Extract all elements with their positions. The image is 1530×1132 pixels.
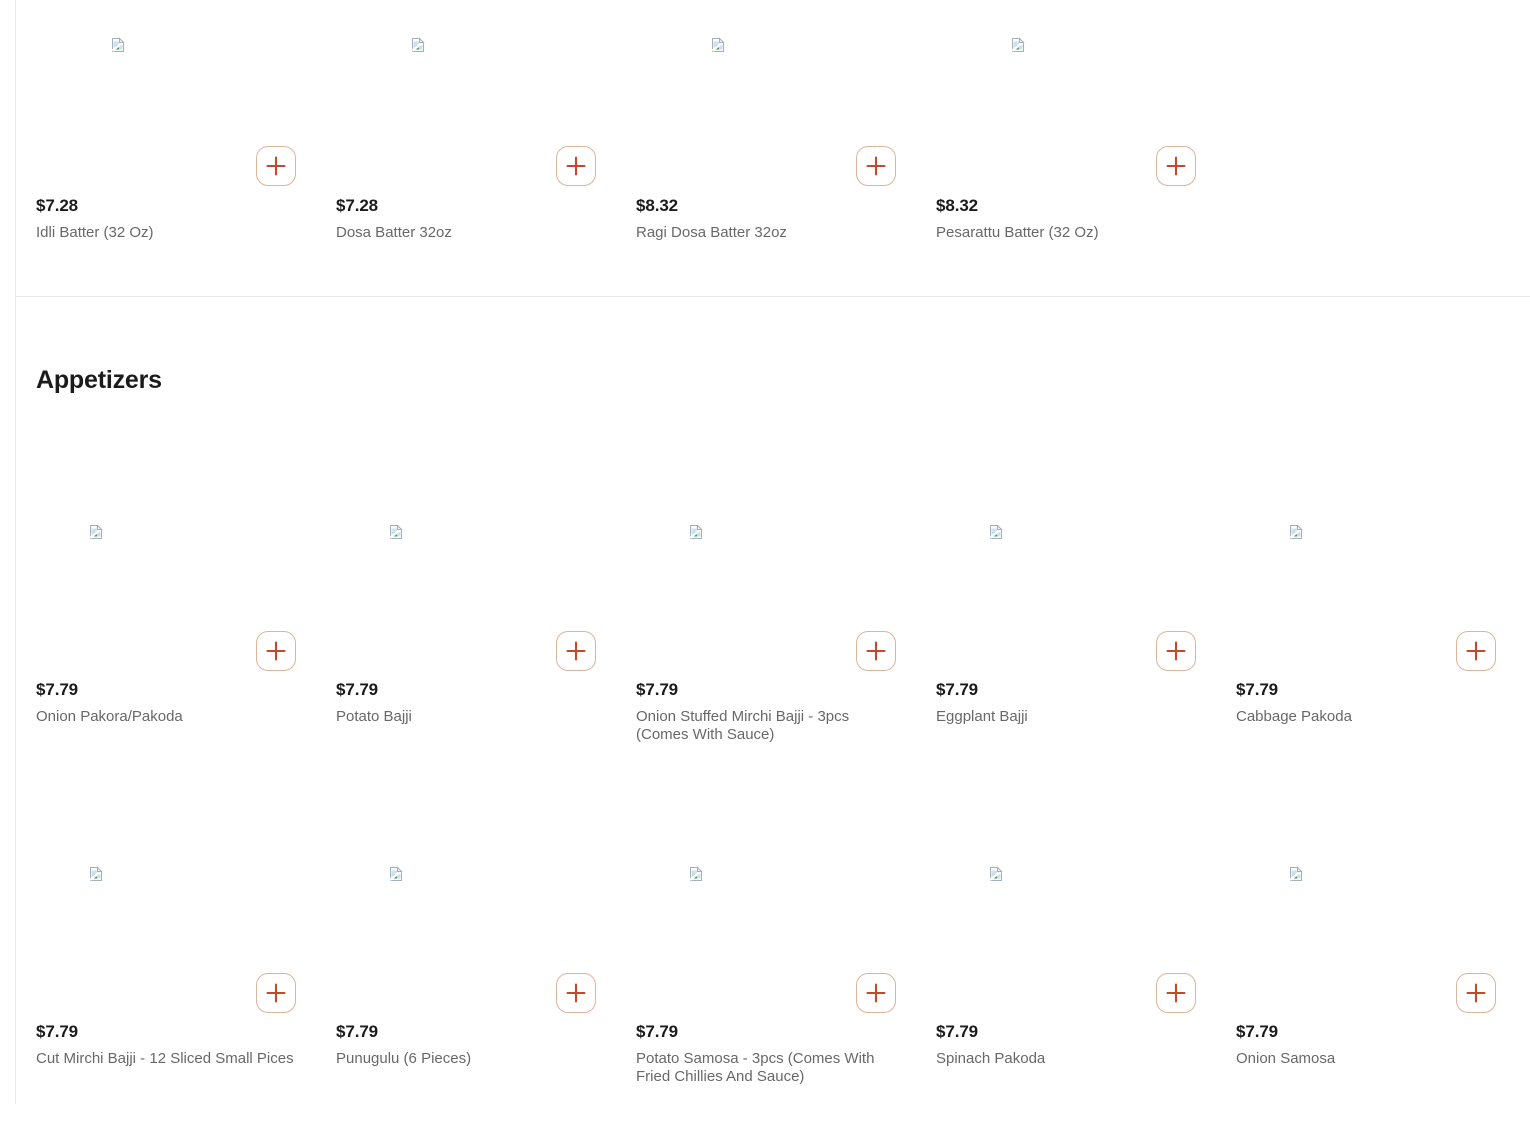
menu-item-card[interactable] (336, 790, 596, 1132)
plus-icon (566, 641, 586, 661)
item-price: $7.79 (36, 1022, 78, 1042)
broken-image-icon (1010, 37, 1026, 53)
broken-image-icon (1288, 524, 1304, 540)
add-to-cart-button[interactable] (1456, 973, 1496, 1013)
item-name: Potato Bajji (336, 708, 596, 726)
item-price: $7.79 (1236, 1022, 1278, 1042)
item-grid (36, 448, 1530, 1132)
item-price: $7.79 (1236, 680, 1278, 700)
menu-section-appetizers (36, 297, 1530, 1132)
plus-icon (866, 156, 886, 176)
item-name: Ragi Dosa Batter 32oz (636, 224, 896, 242)
item-name: Cabbage Pakoda (1236, 708, 1496, 726)
menu-item-card[interactable] (636, 790, 896, 1132)
broken-image-icon (688, 866, 704, 882)
item-price: $7.79 (636, 1022, 678, 1042)
menu-section-batters (36, 0, 1530, 297)
broken-image-icon (988, 866, 1004, 882)
add-to-cart-button[interactable] (1156, 631, 1196, 671)
broken-image-icon (710, 37, 726, 53)
plus-icon (1166, 156, 1186, 176)
broken-image-icon (88, 866, 104, 882)
menu-item-card[interactable] (1236, 448, 1496, 790)
broken-image-icon (388, 866, 404, 882)
plus-icon (866, 641, 886, 661)
broken-image-icon (410, 37, 426, 53)
item-price: $7.79 (336, 1022, 378, 1042)
add-to-cart-button[interactable] (856, 146, 896, 186)
broken-image-icon (1288, 866, 1304, 882)
item-price: $7.79 (936, 1022, 978, 1042)
item-name: Eggplant Bajji (936, 708, 1196, 726)
item-grid (36, 0, 1530, 296)
broken-image-icon (688, 524, 704, 540)
menu-item-card[interactable] (336, 448, 596, 790)
section-title: Appetizers (36, 366, 1530, 395)
item-price: $7.79 (36, 680, 78, 700)
menu-item-card[interactable] (1236, 790, 1496, 1132)
add-to-cart-button[interactable] (1456, 631, 1496, 671)
section-divider (15, 296, 1530, 297)
add-to-cart-button[interactable] (556, 631, 596, 671)
plus-icon (566, 983, 586, 1003)
item-price: $7.79 (936, 680, 978, 700)
broken-image-icon (988, 524, 1004, 540)
menu-item-card[interactable] (636, 448, 896, 790)
plus-icon (266, 156, 286, 176)
item-name: Punugulu (6 Pieces) (336, 1050, 596, 1068)
item-price: $7.28 (336, 196, 378, 216)
item-name: Cut Mirchi Bajji - 12 Sliced Small Pices (36, 1050, 296, 1068)
item-name: Onion Pakora/Pakoda (36, 708, 296, 726)
add-to-cart-button[interactable] (256, 973, 296, 1013)
menu-page (15, 0, 1530, 1104)
plus-icon (1466, 641, 1486, 661)
plus-icon (866, 983, 886, 1003)
menu-item-card[interactable] (36, 448, 296, 790)
menu-item-card[interactable] (636, 0, 896, 296)
add-to-cart-button[interactable] (556, 146, 596, 186)
add-to-cart-button[interactable] (856, 973, 896, 1013)
plus-icon (566, 156, 586, 176)
menu-item-card[interactable] (336, 0, 596, 296)
menu-item-card[interactable] (36, 0, 296, 296)
item-name: Idli Batter (32 Oz) (36, 224, 296, 242)
item-price: $8.32 (936, 196, 978, 216)
item-name: Potato Samosa - 3pcs (Comes With Fried Chillies And Sauce) (636, 1050, 896, 1086)
plus-icon (266, 641, 286, 661)
add-to-cart-button[interactable] (856, 631, 896, 671)
add-to-cart-button[interactable] (256, 146, 296, 186)
broken-image-icon (388, 524, 404, 540)
item-name: Pesarattu Batter (32 Oz) (936, 224, 1196, 242)
item-name: Onion Samosa (1236, 1050, 1496, 1068)
item-price: $7.79 (336, 680, 378, 700)
broken-image-icon (88, 524, 104, 540)
menu-item-card[interactable] (36, 790, 296, 1132)
item-price: $8.32 (636, 196, 678, 216)
add-to-cart-button[interactable] (1156, 146, 1196, 186)
plus-icon (1466, 983, 1486, 1003)
broken-image-icon (110, 37, 126, 53)
menu-item-card[interactable] (936, 0, 1196, 296)
menu-item-card[interactable] (936, 448, 1196, 790)
add-to-cart-button[interactable] (556, 973, 596, 1013)
add-to-cart-button[interactable] (256, 631, 296, 671)
plus-icon (266, 983, 286, 1003)
add-to-cart-button[interactable] (1156, 973, 1196, 1013)
plus-icon (1166, 983, 1186, 1003)
item-name: Onion Stuffed Mirchi Bajji - 3pcs (Comes With Sauce) (636, 708, 896, 744)
item-name: Dosa Batter 32oz (336, 224, 596, 242)
item-price: $7.28 (36, 196, 78, 216)
menu-item-card[interactable] (936, 790, 1196, 1132)
item-name: Spinach Pakoda (936, 1050, 1196, 1068)
plus-icon (1166, 641, 1186, 661)
item-price: $7.79 (636, 680, 678, 700)
